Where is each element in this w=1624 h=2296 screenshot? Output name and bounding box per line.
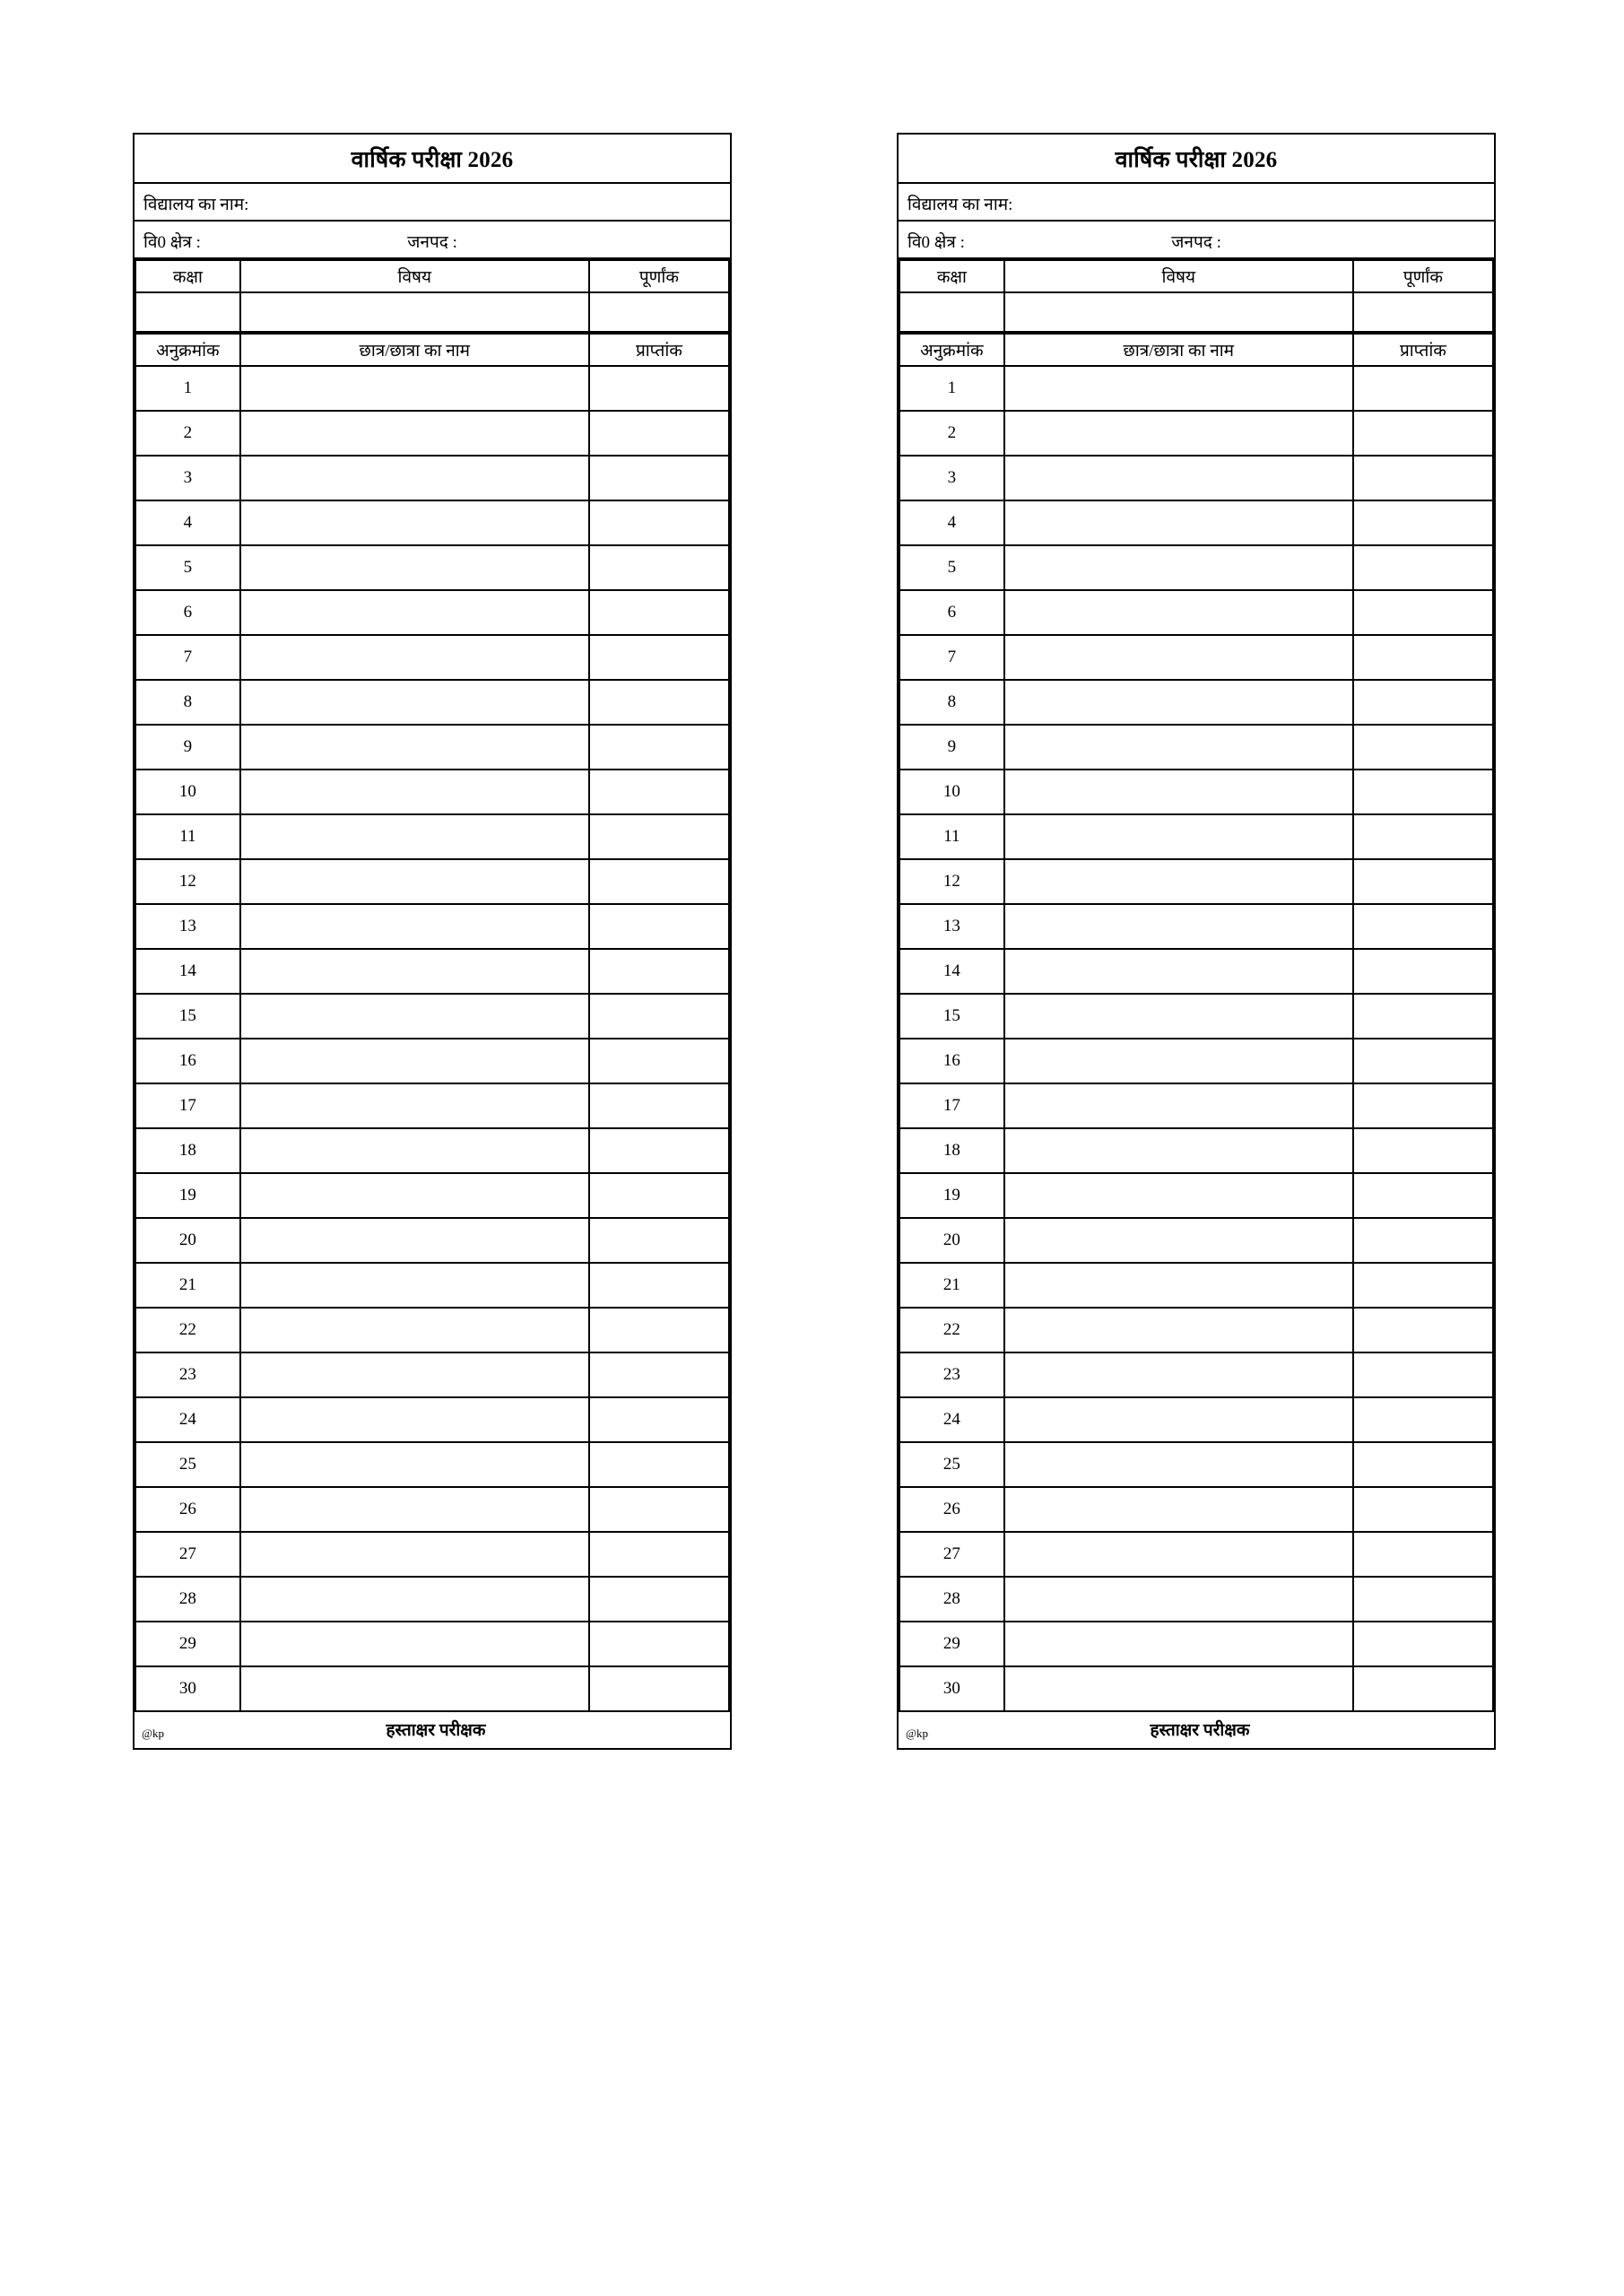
table-row [899, 1487, 1493, 1532]
student-name-cell[interactable] [1004, 500, 1353, 545]
obtained-marks-cell[interactable] [1353, 1666, 1493, 1711]
obtained-marks-cell[interactable] [589, 545, 729, 590]
subject-value-cell[interactable] [240, 292, 589, 332]
roll-number-cell: 21 [135, 1263, 240, 1308]
student-name-cell[interactable] [1004, 814, 1353, 859]
student-name-cell[interactable] [240, 635, 589, 680]
roll-number-cell: 15 [899, 994, 1004, 1039]
student-name-cell[interactable] [1004, 949, 1353, 994]
subject-table-left [135, 259, 730, 333]
table-row [899, 1666, 1493, 1711]
student-name-cell[interactable] [240, 1487, 589, 1532]
class-value-cell[interactable] [135, 292, 240, 332]
subject-header-row [135, 260, 729, 292]
student-name-cell[interactable] [240, 1083, 589, 1128]
student-name-cell[interactable] [1004, 1173, 1353, 1218]
roll-number-cell: 3 [899, 456, 1004, 500]
table-row [135, 1308, 729, 1352]
roll-number-cell: 19 [135, 1173, 240, 1218]
roll-number-cell: 6 [899, 590, 1004, 635]
header-max-marks: पूर्णांक [1353, 260, 1493, 292]
student-table-left [135, 333, 730, 1712]
roll-number-cell: 24 [135, 1397, 240, 1442]
roll-number-cell: 13 [899, 904, 1004, 949]
roll-number-cell: 21 [899, 1263, 1004, 1308]
obtained-marks-cell[interactable] [589, 500, 729, 545]
header-student-name: छात्र/छात्रा का नाम [240, 334, 589, 366]
roll-number-cell: 11 [899, 814, 1004, 859]
class-value-cell[interactable] [899, 292, 1004, 332]
student-name-cell[interactable] [240, 1218, 589, 1263]
roll-number-cell: 27 [899, 1532, 1004, 1577]
student-name-cell[interactable] [240, 545, 589, 590]
student-name-cell[interactable] [240, 680, 589, 725]
sheet-container [133, 133, 1496, 1750]
roll-number-cell: 26 [899, 1487, 1004, 1532]
school-name-field[interactable] [899, 184, 1494, 222]
table-row [135, 1666, 729, 1711]
table-row [135, 949, 729, 994]
roll-number-cell: 9 [135, 725, 240, 770]
school-name-label: विद्यालय का नाम: [143, 196, 249, 214]
roll-number-cell: 10 [899, 770, 1004, 814]
table-row [899, 904, 1493, 949]
student-name-cell[interactable] [240, 1308, 589, 1352]
obtained-marks-cell[interactable] [1353, 814, 1493, 859]
student-name-cell[interactable] [240, 366, 589, 411]
roll-number-cell: 13 [135, 904, 240, 949]
table-row [899, 1173, 1493, 1218]
student-name-cell[interactable] [1004, 1532, 1353, 1577]
student-name-cell[interactable] [240, 949, 589, 994]
roll-number-cell: 5 [899, 545, 1004, 590]
obtained-marks-cell[interactable] [1353, 1128, 1493, 1173]
header-obtained-marks: प्राप्तांक [1353, 334, 1493, 366]
student-name-cell[interactable] [1004, 680, 1353, 725]
table-row [135, 635, 729, 680]
table-row [899, 770, 1493, 814]
student-name-cell[interactable] [240, 500, 589, 545]
student-name-cell[interactable] [1004, 1308, 1353, 1352]
table-row [899, 814, 1493, 859]
obtained-marks-cell[interactable] [1353, 1039, 1493, 1083]
student-name-cell[interactable] [240, 411, 589, 456]
roll-number-cell: 7 [899, 635, 1004, 680]
sheet-footer-left [135, 1712, 730, 1748]
student-name-cell[interactable] [1004, 635, 1353, 680]
max-marks-value-cell[interactable] [589, 292, 729, 332]
block-district-row [135, 222, 730, 259]
student-name-cell[interactable] [1004, 411, 1353, 456]
table-row [899, 1397, 1493, 1442]
student-name-cell[interactable] [240, 904, 589, 949]
table-row [135, 1173, 729, 1218]
roll-number-cell: 16 [135, 1039, 240, 1083]
watermark-label: @kp [142, 1726, 164, 1740]
obtained-marks-cell[interactable] [1353, 904, 1493, 949]
student-name-cell[interactable] [240, 1173, 589, 1218]
student-name-cell[interactable] [1004, 725, 1353, 770]
obtained-marks-cell[interactable] [1353, 680, 1493, 725]
student-name-cell[interactable] [240, 1039, 589, 1083]
obtained-marks-cell[interactable] [1353, 1487, 1493, 1532]
table-row [135, 500, 729, 545]
student-name-cell[interactable] [1004, 1263, 1353, 1308]
student-header-row [135, 334, 729, 366]
obtained-marks-cell[interactable] [589, 1622, 729, 1666]
roll-number-cell: 2 [899, 411, 1004, 456]
obtained-marks-cell[interactable] [1353, 456, 1493, 500]
table-row [899, 500, 1493, 545]
exam-sheet-left [133, 133, 732, 1750]
obtained-marks-cell[interactable] [589, 1083, 729, 1128]
roll-number-cell: 14 [899, 949, 1004, 994]
table-row [899, 680, 1493, 725]
obtained-marks-cell[interactable] [589, 770, 729, 814]
obtained-marks-cell[interactable] [1353, 1532, 1493, 1577]
student-name-cell[interactable] [240, 1397, 589, 1442]
roll-number-cell: 30 [899, 1666, 1004, 1711]
table-row [135, 1622, 729, 1666]
header-subject: विषय [240, 260, 589, 292]
subject-header-row [899, 260, 1493, 292]
table-row [899, 545, 1493, 590]
table-row [899, 994, 1493, 1039]
student-name-cell[interactable] [240, 1622, 589, 1666]
roll-number-cell: 26 [135, 1487, 240, 1532]
table-row [135, 1128, 729, 1173]
obtained-marks-cell[interactable] [589, 1487, 729, 1532]
obtained-marks-cell[interactable] [589, 725, 729, 770]
table-row [899, 1442, 1493, 1487]
obtained-marks-cell[interactable] [589, 859, 729, 904]
table-row [135, 859, 729, 904]
student-name-cell[interactable] [1004, 770, 1353, 814]
roll-number-cell: 28 [135, 1577, 240, 1622]
student-name-cell[interactable] [1004, 1487, 1353, 1532]
obtained-marks-cell[interactable] [589, 1577, 729, 1622]
table-row [899, 456, 1493, 500]
obtained-marks-cell[interactable] [1353, 1577, 1493, 1622]
student-name-cell[interactable] [240, 814, 589, 859]
roll-number-cell: 17 [899, 1083, 1004, 1128]
header-subject: विषय [1004, 260, 1353, 292]
roll-number-cell: 14 [135, 949, 240, 994]
roll-number-cell: 19 [899, 1173, 1004, 1218]
table-row [135, 411, 729, 456]
obtained-marks-cell[interactable] [1353, 545, 1493, 590]
obtained-marks-cell[interactable] [589, 1308, 729, 1352]
roll-number-cell: 24 [899, 1397, 1004, 1442]
roll-number-cell: 25 [899, 1442, 1004, 1487]
obtained-marks-cell[interactable] [589, 1666, 729, 1711]
obtained-marks-cell[interactable] [589, 680, 729, 725]
table-row [135, 545, 729, 590]
student-name-cell[interactable] [1004, 1352, 1353, 1397]
student-name-cell[interactable] [1004, 590, 1353, 635]
subject-table-right [899, 259, 1494, 333]
obtained-marks-cell[interactable] [1353, 1263, 1493, 1308]
student-name-cell[interactable] [1004, 1577, 1353, 1622]
obtained-marks-cell[interactable] [589, 994, 729, 1039]
signature-label: हस्ताक्षर परीक्षक [1150, 1721, 1250, 1740]
header-obtained-marks: प्राप्तांक [589, 334, 729, 366]
table-row [899, 1039, 1493, 1083]
roll-number-cell: 12 [135, 859, 240, 904]
subject-entry-row[interactable] [899, 292, 1493, 332]
student-name-cell[interactable] [240, 1128, 589, 1173]
max-marks-value-cell[interactable] [1353, 292, 1493, 332]
student-header-row [899, 334, 1493, 366]
table-row [899, 1352, 1493, 1397]
table-row [135, 1218, 729, 1263]
roll-number-cell: 3 [135, 456, 240, 500]
table-row [135, 1263, 729, 1308]
student-name-cell[interactable] [240, 590, 589, 635]
student-name-cell[interactable] [240, 770, 589, 814]
header-class: कक्षा [899, 260, 1004, 292]
obtained-marks-cell[interactable] [1353, 366, 1493, 411]
table-row [899, 725, 1493, 770]
block-district-row [899, 222, 1494, 259]
obtained-marks-cell[interactable] [1353, 859, 1493, 904]
roll-number-cell: 29 [899, 1622, 1004, 1666]
student-name-cell[interactable] [1004, 545, 1353, 590]
subject-value-cell[interactable] [1004, 292, 1353, 332]
table-row [135, 1532, 729, 1577]
roll-number-cell: 16 [899, 1039, 1004, 1083]
obtained-marks-cell[interactable] [589, 1397, 729, 1442]
roll-number-cell: 28 [899, 1577, 1004, 1622]
table-row [899, 1263, 1493, 1308]
roll-number-cell: 8 [135, 680, 240, 725]
student-name-cell[interactable] [240, 1263, 589, 1308]
obtained-marks-cell[interactable] [1353, 500, 1493, 545]
table-row [135, 904, 729, 949]
student-name-cell[interactable] [1004, 904, 1353, 949]
table-row [135, 590, 729, 635]
obtained-marks-cell[interactable] [589, 1039, 729, 1083]
student-name-cell[interactable] [1004, 1218, 1353, 1263]
block-label: वि0 क्षेत्र : [908, 233, 965, 252]
student-name-cell[interactable] [1004, 1039, 1353, 1083]
sheet-title: वार्षिक परीक्षा 2026 [899, 135, 1494, 184]
obtained-marks-cell[interactable] [1353, 949, 1493, 994]
obtained-marks-cell[interactable] [589, 1173, 729, 1218]
table-row [135, 1352, 729, 1397]
roll-number-cell: 23 [899, 1352, 1004, 1397]
obtained-marks-cell[interactable] [1353, 770, 1493, 814]
roll-number-cell: 2 [135, 411, 240, 456]
block-label: वि0 क्षेत्र : [143, 233, 201, 252]
table-row [899, 1083, 1493, 1128]
roll-number-cell: 27 [135, 1532, 240, 1577]
table-row [899, 366, 1493, 411]
header-roll: अनुक्रमांक [899, 334, 1004, 366]
header-student-name: छात्र/छात्रा का नाम [1004, 334, 1353, 366]
roll-number-cell: 22 [899, 1308, 1004, 1352]
obtained-marks-cell[interactable] [1353, 1622, 1493, 1666]
table-row [135, 1083, 729, 1128]
roll-number-cell: 4 [135, 500, 240, 545]
subject-entry-row[interactable] [135, 292, 729, 332]
obtained-marks-cell[interactable] [1353, 994, 1493, 1039]
roll-number-cell: 29 [135, 1622, 240, 1666]
table-row [899, 949, 1493, 994]
roll-number-cell: 23 [135, 1352, 240, 1397]
roll-number-cell: 6 [135, 590, 240, 635]
obtained-marks-cell[interactable] [589, 1218, 729, 1263]
roll-number-cell: 11 [135, 814, 240, 859]
sheet-title: वार्षिक परीक्षा 2026 [135, 135, 730, 184]
watermark-label: @kp [906, 1726, 928, 1740]
obtained-marks-cell[interactable] [589, 1128, 729, 1173]
school-name-field[interactable] [135, 184, 730, 222]
sheet-footer-right [899, 1712, 1494, 1748]
roll-number-cell: 22 [135, 1308, 240, 1352]
table-row [135, 1397, 729, 1442]
table-row [135, 725, 729, 770]
student-name-cell[interactable] [1004, 859, 1353, 904]
student-name-cell[interactable] [1004, 1622, 1353, 1666]
student-name-cell[interactable] [240, 1442, 589, 1487]
table-row [899, 1622, 1493, 1666]
student-name-cell[interactable] [240, 1666, 589, 1711]
obtained-marks-cell[interactable] [589, 1352, 729, 1397]
table-row [135, 680, 729, 725]
roll-number-cell: 4 [899, 500, 1004, 545]
student-rows-right [899, 366, 1493, 1711]
obtained-marks-cell[interactable] [1353, 411, 1493, 456]
table-row [899, 1218, 1493, 1263]
roll-number-cell: 25 [135, 1442, 240, 1487]
obtained-marks-cell[interactable] [1353, 1218, 1493, 1263]
header-class: कक्षा [135, 260, 240, 292]
student-name-cell[interactable] [240, 456, 589, 500]
student-table-right [899, 333, 1494, 1712]
obtained-marks-cell[interactable] [1353, 1083, 1493, 1128]
roll-number-cell: 1 [899, 366, 1004, 411]
obtained-marks-cell[interactable] [1353, 635, 1493, 680]
obtained-marks-cell[interactable] [589, 904, 729, 949]
roll-number-cell: 1 [135, 366, 240, 411]
table-row [899, 411, 1493, 456]
table-row [899, 1308, 1493, 1352]
obtained-marks-cell[interactable] [589, 590, 729, 635]
obtained-marks-cell[interactable] [589, 635, 729, 680]
table-row [899, 1128, 1493, 1173]
obtained-marks-cell[interactable] [589, 814, 729, 859]
table-row [135, 994, 729, 1039]
obtained-marks-cell[interactable] [1353, 1308, 1493, 1352]
obtained-marks-cell[interactable] [1353, 590, 1493, 635]
exam-sheet-right [897, 133, 1496, 1750]
obtained-marks-cell[interactable] [589, 366, 729, 411]
obtained-marks-cell[interactable] [1353, 725, 1493, 770]
student-name-cell[interactable] [240, 859, 589, 904]
roll-number-cell: 9 [899, 725, 1004, 770]
student-rows-left [135, 366, 729, 1711]
table-row [135, 1487, 729, 1532]
roll-number-cell: 12 [899, 859, 1004, 904]
school-name-label: विद्यालय का नाम: [908, 196, 1013, 214]
district-label: जनपद : [1171, 233, 1221, 252]
student-name-cell[interactable] [240, 1352, 589, 1397]
student-name-cell[interactable] [240, 725, 589, 770]
obtained-marks-cell[interactable] [1353, 1352, 1493, 1397]
roll-number-cell: 18 [899, 1128, 1004, 1173]
district-label: जनपद : [407, 233, 457, 252]
table-row [899, 635, 1493, 680]
table-row [899, 1577, 1493, 1622]
table-row [135, 814, 729, 859]
table-row [135, 1577, 729, 1622]
obtained-marks-cell[interactable] [1353, 1397, 1493, 1442]
roll-number-cell: 8 [899, 680, 1004, 725]
table-row [899, 1532, 1493, 1577]
table-row [135, 1442, 729, 1487]
obtained-marks-cell[interactable] [589, 1532, 729, 1577]
roll-number-cell: 30 [135, 1666, 240, 1711]
student-name-cell[interactable] [1004, 1442, 1353, 1487]
table-row [135, 1039, 729, 1083]
roll-number-cell: 5 [135, 545, 240, 590]
roll-number-cell: 15 [135, 994, 240, 1039]
obtained-marks-cell[interactable] [1353, 1173, 1493, 1218]
header-roll: अनुक्रमांक [135, 334, 240, 366]
table-row [135, 770, 729, 814]
table-row [135, 366, 729, 411]
roll-number-cell: 20 [135, 1218, 240, 1263]
roll-number-cell: 17 [135, 1083, 240, 1128]
obtained-marks-cell[interactable] [589, 949, 729, 994]
table-row [899, 590, 1493, 635]
student-name-cell[interactable] [1004, 1128, 1353, 1173]
roll-number-cell: 20 [899, 1218, 1004, 1263]
obtained-marks-cell[interactable] [1353, 1442, 1493, 1487]
obtained-marks-cell[interactable] [589, 1442, 729, 1487]
table-row [899, 859, 1493, 904]
header-max-marks: पूर्णांक [589, 260, 729, 292]
obtained-marks-cell[interactable] [589, 1263, 729, 1308]
student-name-cell[interactable] [1004, 994, 1353, 1039]
student-name-cell[interactable] [240, 994, 589, 1039]
student-name-cell[interactable] [1004, 1083, 1353, 1128]
roll-number-cell: 10 [135, 770, 240, 814]
student-name-cell[interactable] [1004, 366, 1353, 411]
student-name-cell[interactable] [240, 1577, 589, 1622]
student-name-cell[interactable] [1004, 1666, 1353, 1711]
student-name-cell[interactable] [240, 1532, 589, 1577]
student-name-cell[interactable] [1004, 1397, 1353, 1442]
signature-label: हस्ताक्षर परीक्षक [386, 1721, 486, 1740]
obtained-marks-cell[interactable] [589, 411, 729, 456]
roll-number-cell: 18 [135, 1128, 240, 1173]
obtained-marks-cell[interactable] [589, 456, 729, 500]
student-name-cell[interactable] [1004, 456, 1353, 500]
table-row [135, 456, 729, 500]
roll-number-cell: 7 [135, 635, 240, 680]
